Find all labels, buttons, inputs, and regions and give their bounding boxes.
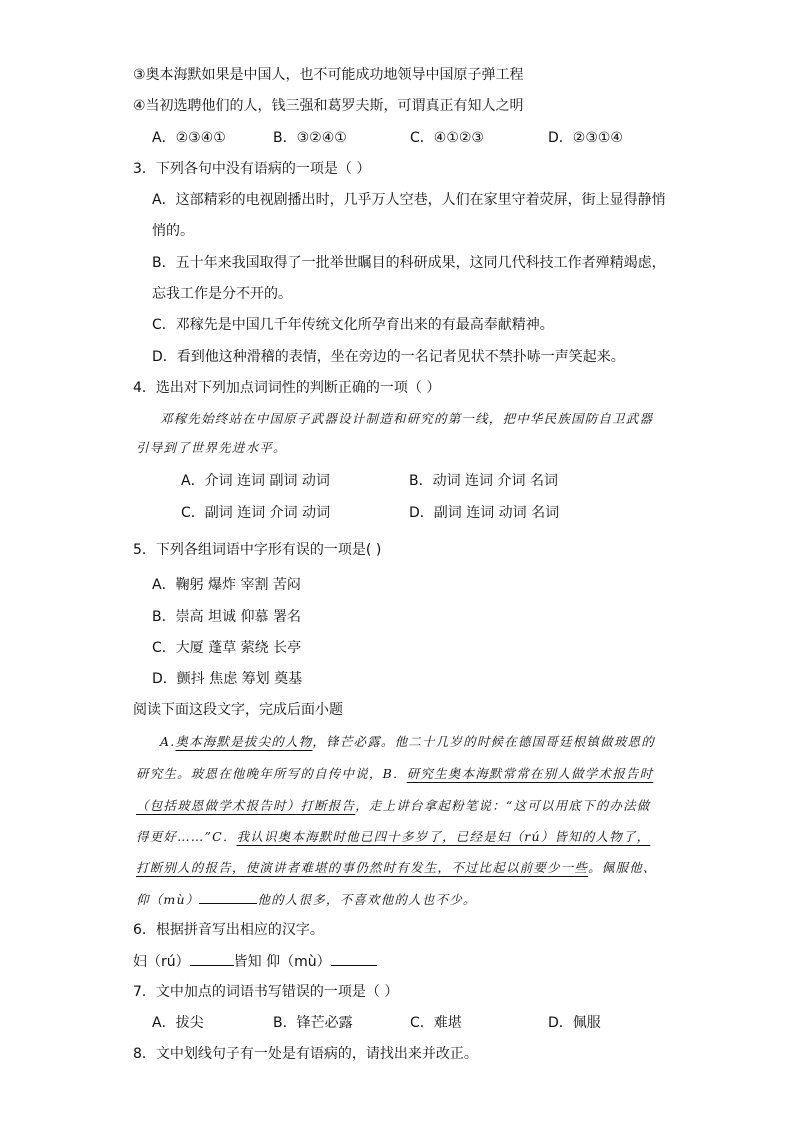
- q3-title: 3．下列各句中没有语病的一项是（ ）: [133, 161, 371, 177]
- q4-option-b: B．动词 连词 介词 名词: [409, 473, 558, 489]
- passage-line-5: 打断别人的报告，使演讲者难堪的事仍然时有发生，不过比起以前要少一些。佩服他、: [136, 860, 657, 875]
- q2-option-d: D．②③①④: [548, 130, 623, 146]
- q4-option-d: D．副词 连词 动词 名词: [409, 505, 560, 521]
- q3-option-a-line1: A．这部精彩的电视剧播出时，几乎万人空巷，人们在家里守着荧屏，街上显得静悄: [152, 192, 666, 208]
- q3-option-d: D．看到他这种滑稽的表情，坐在旁边的一名记者见状不禁扑哧一声笑起来。: [152, 349, 625, 365]
- q2-option-a: A．②③④①: [152, 130, 226, 146]
- q4-option-a: A．介词 连词 副词 动词: [181, 473, 330, 489]
- q7-option-d: D．佩服: [548, 1015, 601, 1031]
- passage-line-3: （包括玻恩做学术报告时）打断报告，走上讲台拿起粉笔说：“这可以用底下的办法做: [136, 798, 651, 813]
- q2-statement-4: ④当初选聘他们的人，钱三强和葛罗夫斯，可谓真正有知人之明: [133, 98, 524, 114]
- q4-passage-line2: 引导到了世界先进水平。: [136, 440, 287, 455]
- q5-option-c: C．大厦 蓬草 萦绕 长亭: [152, 640, 302, 656]
- passage-line-2: 研究生。玻恩在他晚年所写的自传中说，B．研究生奥本海默常常在别人做学术报告时: [136, 766, 654, 781]
- q6-blank-2[interactable]: [331, 951, 377, 966]
- q3-option-b-line1: B．五十年来我国取得了一批举世瞩目的科研成果，这同几代科技工作者殚精竭虑，: [152, 255, 666, 271]
- q5-option-b: B．崇高 坦诚 仰慕 署名: [152, 609, 301, 625]
- q8-title: 8．文中划线句子有一处是有语病的，请找出来并改正。: [133, 1046, 478, 1062]
- q4-title: 4．选出对下列加点词词性的判断正确的一项（ ）: [133, 380, 441, 396]
- q3-option-c: C．邓稼先是中国几千年传统文化所孕育出来的有最高奉献精神。: [152, 317, 554, 333]
- q5-option-a: A．鞠躬 爆炸 宰割 苦闷: [152, 577, 301, 593]
- q5-title: 5．下列各组词语中字形有误的一项是( ): [133, 542, 382, 558]
- q7-option-c: C．难堪: [410, 1015, 462, 1031]
- q7-option-b: B．锋芒必露: [273, 1015, 353, 1031]
- reading-instruction: 阅读下面这段文字，完成后面小题: [133, 702, 343, 718]
- q4-option-c: C．副词 连词 介词 动词: [181, 505, 331, 521]
- q7-option-a: A．拔尖: [152, 1015, 204, 1031]
- q4-passage-line1: 邓稼先始终站在中国原子武器设计制造和研究的第一线，把中华民族国防自卫武器: [160, 411, 654, 426]
- q2-statement-3: ③奥本海默如果是中国人，也不可能成功地领导中国原子弹工程: [133, 67, 524, 83]
- q6-fill-line: 妇（rú） 皆知 仰（mù）: [133, 951, 377, 972]
- q6-title: 6．根据拼音写出相应的汉字。: [133, 922, 324, 938]
- q7-title: 7．文中加点的词语书写错误的一项是（ ）: [133, 984, 399, 1000]
- q5-option-d: D．颤抖 焦虑 筹划 奠基: [152, 671, 303, 687]
- q3-option-a-line2: 悄的。: [152, 223, 194, 239]
- q3-option-b-line2: 忘我工作是分不开的。: [152, 286, 292, 302]
- q2-option-c: C．④①②③: [410, 130, 484, 146]
- passage-line-1: A.奥本海默是拔尖的人物，锋芒必露。他二十几岁的时候在德国哥廷根镇做玻恩的: [160, 734, 655, 749]
- passage-line-4: 得更好……”C．我认识奥本海默时他已四十多岁了，已经是妇（rú）皆知的人物了，: [136, 829, 651, 844]
- q6-blank-1[interactable]: [190, 951, 234, 966]
- passage-line-6: 仰（mù） 他的人很多，不喜欢他的人也不少。: [136, 889, 477, 910]
- passage-blank: [199, 889, 257, 904]
- q2-option-b: B．③②④①: [273, 130, 347, 146]
